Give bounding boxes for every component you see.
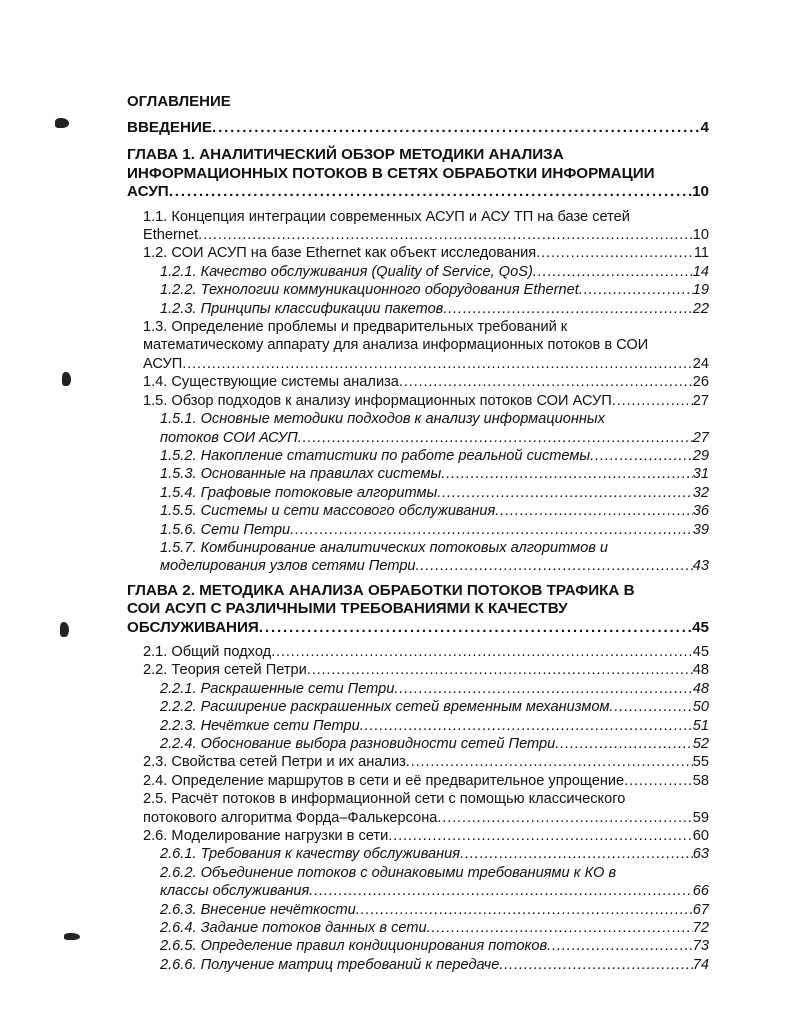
toc-entry-line [160, 447, 709, 465]
toc-page-number: 50 [692, 699, 709, 716]
dot-leader [437, 809, 692, 827]
toc-entry-line [160, 735, 709, 753]
toc-subsection [127, 281, 709, 299]
toc-page-number: 26 [692, 374, 709, 391]
toc-subsection [127, 300, 709, 318]
toc-chapter [127, 582, 709, 637]
toc-entry-text: потокового алгоритма Форда–Фалькерсона [143, 809, 438, 826]
toc-entry-text: моделирования узлов сетями Петри [160, 558, 416, 575]
toc-chapter [127, 146, 709, 201]
toc-entry-line [160, 919, 709, 937]
toc-entry-line [160, 539, 709, 557]
toc-entry-text: 2.3. Свойства сетей Петри и их анализ [143, 754, 406, 771]
toc-entry-text: 1.2.3. Принципы классификации пакетов [160, 300, 444, 317]
toc-page-number: 60 [692, 828, 709, 845]
scan-speck [64, 933, 80, 940]
table-of-contents [127, 93, 709, 974]
toc-section [127, 827, 709, 845]
toc-section [127, 790, 709, 827]
toc-entry-line [127, 119, 709, 137]
toc-page-number: 48 [692, 662, 709, 679]
dot-leader [360, 717, 693, 735]
toc-section [127, 753, 709, 771]
toc-entry-text: 1.5.5. Системы и сети массового обслуживания [160, 503, 496, 520]
toc-entry-text: АСУП [127, 183, 169, 201]
toc-entry-text: 1.1. Концепция интеграции современных АСУП и АСУ ТП на базе сетей [143, 208, 630, 225]
toc-subsection [127, 484, 709, 502]
toc-entry-text: 2.6.3. Внесение нечёткости [160, 901, 356, 918]
toc-entry-text: 1.5. Обзор подходов к анализу информационных потоков СОИ АСУП [143, 392, 612, 409]
scan-speck [55, 118, 69, 128]
toc-entries [127, 119, 709, 974]
dot-leader [533, 263, 693, 281]
toc-entry-text: 2.6. Моделирование нагрузки в сети [143, 828, 389, 845]
toc-entry-line [143, 373, 709, 391]
toc-section [127, 392, 709, 410]
toc-section [127, 643, 709, 661]
toc-entry-line [160, 557, 709, 575]
toc-page-number: 31 [692, 466, 709, 483]
dot-leader [416, 557, 693, 575]
toc-page-number: 24 [692, 355, 709, 372]
toc-entry-line [143, 661, 709, 679]
toc-entry-text: 2.6.4. Задание потоков данных в сети [160, 920, 427, 937]
toc-page-number: 48 [692, 680, 709, 697]
toc-page-number: 10 [692, 183, 709, 201]
toc-entry-text: ГЛАВА 2. МЕТОДИКА АНАЛИЗА ОБРАБОТКИ ПОТОКОВ ТРАФИКА В [127, 581, 635, 599]
toc-entry-line [160, 937, 709, 955]
toc-subsection [127, 901, 709, 919]
toc-entry-text: 1.3. Определение проблемы и предварительных требований к [143, 319, 568, 336]
toc-entry-line [143, 790, 709, 808]
toc-entry-line [160, 717, 709, 735]
toc-entry-line [160, 901, 709, 919]
dot-leader [212, 119, 701, 137]
toc-page-number: 43 [692, 558, 709, 575]
dot-leader [579, 281, 693, 299]
toc-entry-line [143, 827, 709, 845]
toc-entry-text: ГЛАВА 1. АНАЛИТИЧЕСКИЙ ОБЗОР МЕТОДИКИ АНАЛИЗА [127, 146, 564, 164]
dot-leader [198, 226, 693, 244]
toc-entry-text: ОБСЛУЖИВАНИЯ [127, 618, 259, 636]
toc-entry-text: 1.2. СОИ АСУП на базе Ethernet как объект исследования [143, 245, 537, 262]
toc-entry-line [143, 355, 709, 373]
toc-entry-text: 2.5. Расчёт потоков в информационной сети с помощью классического [143, 791, 626, 808]
toc-title: ОГЛАВЛЕНИЕ [127, 93, 231, 110]
toc-entry-line [160, 502, 709, 520]
dot-leader [612, 392, 693, 410]
toc-page-number: 72 [692, 920, 709, 937]
toc-entry-line [160, 864, 709, 882]
toc-page-number: 27 [692, 392, 709, 409]
toc-subsection [127, 956, 709, 974]
dot-leader [388, 827, 693, 845]
toc-subsection [127, 263, 709, 281]
toc-page-number: 63 [692, 846, 709, 863]
toc-entry-text: 1.4. Существующие системы анализа [143, 374, 399, 391]
toc-entry-line [160, 845, 709, 863]
toc-entry-text: 1.5.6. Сети Петри [160, 521, 291, 538]
dot-leader [182, 355, 693, 373]
toc-page-number: 29 [692, 447, 709, 464]
toc-entry-line [127, 183, 709, 201]
dot-leader [399, 373, 693, 391]
dot-leader [271, 643, 693, 661]
toc-entry-line [143, 643, 709, 661]
toc-entry-text: 2.2. Теория сетей Петри [143, 662, 307, 679]
toc-subsection [127, 465, 709, 483]
dot-leader [169, 183, 692, 201]
toc-entry-text: 1.2.2. Технологии коммуникационного оборудования Ethernet [160, 282, 579, 299]
toc-section [127, 373, 709, 391]
toc-subsection [127, 410, 709, 447]
dot-leader [460, 845, 693, 863]
toc-entry-line [143, 392, 709, 410]
toc-page-number: 32 [692, 484, 709, 501]
toc-page-number: 19 [692, 282, 709, 299]
toc-page-number: 45 [692, 643, 709, 660]
toc-page-number: 73 [692, 938, 709, 955]
dot-leader [590, 447, 693, 465]
toc-entry-text: 2.6.5. Определение правил кондиционирования потоков [160, 938, 548, 955]
toc-subsection [127, 845, 709, 863]
dot-leader [298, 429, 693, 447]
toc-entry-text: потоков СОИ АСУП [160, 429, 298, 446]
toc-section [127, 772, 709, 790]
toc-subsection [127, 717, 709, 735]
toc-entry-text: 2.2.4. Обоснование выбора разновидности сетей Петри [160, 736, 556, 752]
toc-subsection [127, 539, 709, 576]
toc-entry-line [127, 582, 709, 600]
toc-entry-text: 1.2.1. Качество обслуживания (Quality of Service, QoS) [160, 263, 533, 280]
toc-entry-line [143, 244, 709, 262]
toc-entry-text: 1.5.4. Графовые потоковые алгоритмы [160, 484, 438, 501]
toc-entry-line [160, 484, 709, 502]
dot-leader [499, 956, 692, 974]
toc-page-number: 67 [692, 901, 709, 918]
toc-page-number: 74 [692, 956, 709, 973]
toc-subsection [127, 502, 709, 520]
toc-page-number: 59 [692, 809, 709, 826]
toc-subsection [127, 698, 709, 716]
toc-entry-text: 2.2.3. Нечёткие сети Петри [160, 717, 360, 734]
toc-entry-line [143, 208, 709, 226]
scan-speck [60, 622, 69, 637]
toc-page-number: 10 [692, 227, 709, 244]
toc-subsection [127, 919, 709, 937]
toc-entry-text: Ethernet [143, 227, 199, 244]
toc-entry-line [160, 281, 709, 299]
dot-leader [259, 619, 692, 637]
toc-entry-text: 2.2.1. Раскрашенные сети Петри [160, 680, 395, 697]
toc-entry-line [127, 600, 709, 618]
toc-page-number: 51 [692, 717, 709, 734]
toc-subsection [127, 864, 709, 901]
dot-leader [406, 753, 693, 771]
toc-entry-text: 2.6.2. Объединение потоков с одинаковыми требованиями к КО в [160, 864, 617, 881]
toc-entry-line [160, 429, 709, 447]
toc-entry-text: 2.2.2. Расширение раскрашенных сетей временным механизмом [160, 699, 610, 716]
toc-chapter [127, 119, 709, 137]
toc-page-number: 36 [692, 503, 709, 520]
toc-subsection [127, 735, 709, 753]
toc-entry-text: 1.5.1. Основные методики подходов к анализу информационных [160, 411, 605, 428]
dot-leader [356, 901, 693, 919]
toc-entry-text: классы обслуживания [160, 883, 310, 900]
dot-leader [394, 680, 692, 698]
toc-entry-text: 1.5.2. Накопление статистики по работе реальной системы [160, 447, 591, 464]
toc-page-number: 58 [692, 772, 709, 789]
toc-entry-text: 1.5.7. Комбинирование аналитических потоковых алгоритмов и [160, 539, 609, 556]
dot-leader [290, 521, 693, 539]
toc-entry-line [160, 521, 709, 539]
toc-page-number: 66 [692, 883, 709, 900]
toc-section [127, 318, 709, 373]
toc-subsection [127, 937, 709, 955]
toc-section [127, 661, 709, 679]
toc-entry-text: 2.6.6. Получение матриц требований к передаче [160, 956, 500, 973]
dot-leader [624, 772, 693, 790]
toc-entry-text: СОИ АСУП С РАЗЛИЧНЫМИ ТРЕБОВАНИЯМИ К КАЧЕСТВУ [127, 600, 568, 618]
toc-entry-text: 2.6.1. Требования к качеству обслуживания [160, 846, 461, 863]
toc-entry-line [143, 226, 709, 244]
dot-leader [309, 882, 692, 900]
toc-entry-line [160, 882, 709, 900]
toc-entry-text: математическому аппарату для анализа информационных потоков в СОИ [143, 337, 649, 354]
toc-entry-line [143, 753, 709, 771]
dot-leader [307, 661, 693, 679]
toc-page-number: 55 [692, 754, 709, 771]
scan-speck [62, 372, 71, 386]
toc-entry-line [160, 300, 709, 318]
dot-leader [610, 698, 693, 716]
toc-page-number: 52 [692, 736, 709, 752]
toc-entry-text: ВВЕДЕНИЕ [127, 119, 213, 136]
dot-leader [495, 502, 692, 520]
toc-page-number: 11 [693, 245, 709, 262]
dot-leader [441, 465, 693, 483]
toc-section [127, 208, 709, 245]
toc-page-number: 14 [692, 263, 709, 280]
dot-leader [443, 300, 692, 318]
toc-entry-line [143, 336, 709, 354]
toc-entry-line [143, 772, 709, 790]
toc-entry-text: ИНФОРМАЦИОННЫХ ПОТОКОВ В СЕТЯХ ОБРАБОТКИ ИНФОРМАЦИИ [127, 164, 655, 182]
toc-entry-text: 2.1. Общий подход [143, 643, 272, 660]
toc-page-number: 45 [692, 618, 709, 636]
dot-leader [536, 244, 694, 262]
toc-entry-line [160, 410, 709, 428]
toc-entry-text: 2.4. Определение маршрутов в сети и её предварительное упрощение [143, 772, 625, 789]
toc-entry-line [143, 318, 709, 336]
toc-subsection [127, 521, 709, 539]
dot-leader [427, 919, 693, 937]
toc-entry-line [160, 956, 709, 974]
toc-entry-line [160, 680, 709, 698]
toc-entry-line [127, 619, 709, 637]
toc-entry-line [160, 698, 709, 716]
toc-subsection [127, 680, 709, 698]
toc-subsection [127, 447, 709, 465]
toc-section [127, 244, 709, 262]
toc-entry-text: 1.5.3. Основанные на правилах системы [160, 466, 442, 483]
toc-entry-line [160, 263, 709, 281]
toc-entry-line [127, 165, 709, 183]
toc-entry-line [143, 809, 709, 827]
dot-leader [437, 484, 693, 502]
toc-page-number: 22 [692, 300, 709, 317]
toc-page-number: 39 [692, 521, 709, 538]
dot-leader [555, 735, 693, 753]
toc-entry-line [160, 465, 709, 483]
toc-page-number: 27 [692, 429, 709, 446]
dot-leader [547, 937, 693, 955]
toc-entry-line [127, 146, 709, 164]
toc-page-number: 4 [700, 119, 709, 136]
toc-entry-text: АСУП [143, 355, 183, 372]
